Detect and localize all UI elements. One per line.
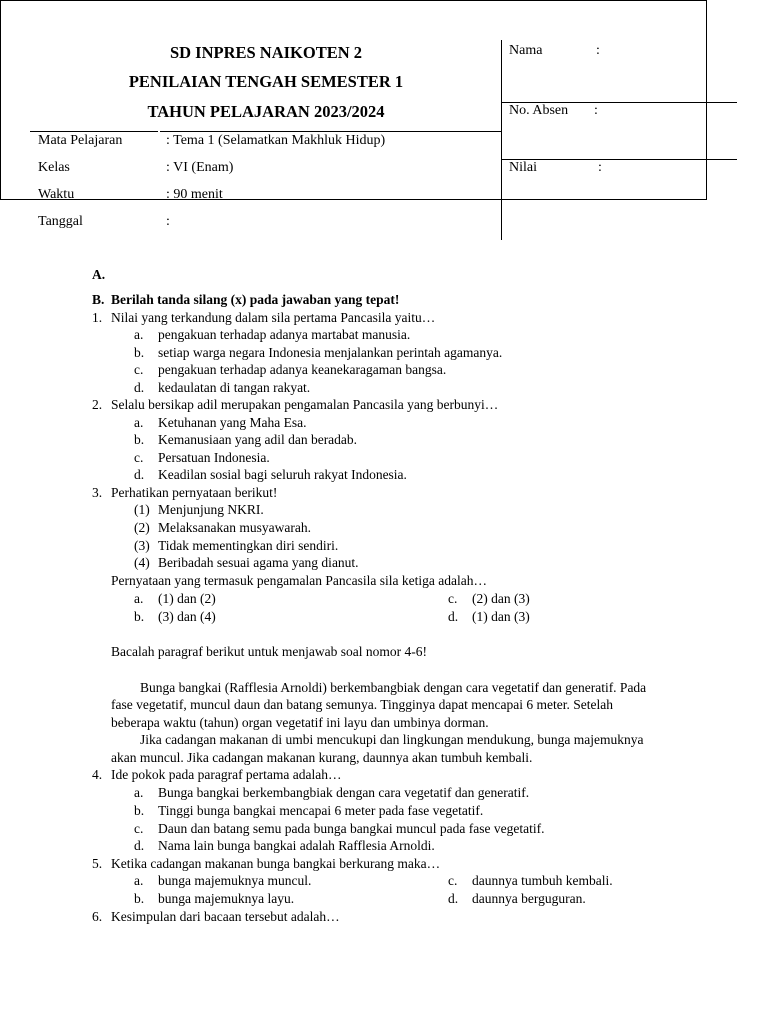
school-name: SD INPRES NAIKOTEN 2: [169, 43, 363, 62]
option-text: (1) dan (2): [158, 591, 216, 606]
statement-number: (1): [134, 502, 150, 517]
question-text: Selalu bersikap adil merupakan pengamalan Pancasila yang berbunyi…: [111, 397, 499, 412]
option-text: kedaulatan di tangan rakyat.: [158, 380, 311, 395]
field-label-subject: Mata Pelajaran: [38, 133, 123, 148]
option-text: daunnya tumbuh kembali.: [472, 873, 613, 888]
question-number: 4.: [92, 767, 103, 782]
option-letter: b.: [134, 345, 145, 360]
option-text: Persatuan Indonesia.: [158, 450, 270, 465]
question-number: 5.: [92, 856, 103, 871]
question-text: Ide pokok pada paragraf pertama adalah…: [111, 767, 342, 782]
option-letter: d.: [448, 609, 459, 624]
option-letter: c.: [134, 450, 144, 465]
field-label-class: Kelas: [38, 160, 70, 175]
option-text: pengakuan terhadap adanya keanekaragaman bangsa.: [158, 362, 447, 377]
statement-text: Beribadah sesuai agama yang dianut.: [158, 555, 359, 570]
option-letter: c.: [134, 362, 144, 377]
question-prompt: Pernyataan yang termasuk pengamalan Pancasila sila ketiga adalah…: [111, 573, 487, 588]
statement-text: Menjunjung NKRI.: [158, 502, 264, 517]
statement-text: Tidak mementingkan diri sendiri.: [158, 538, 339, 553]
field-colon-score: :: [598, 160, 602, 175]
option-text: Daun dan batang semu pada bunga bangkai muncul pada fase vegetatif.: [158, 821, 545, 836]
field-value-class: : VI (Enam): [166, 160, 234, 175]
paragraph-line: akan muncul. Jika cadangan makanan kurang, daunnya akan tumbuh kembali.: [111, 750, 533, 765]
reading-instruction: Bacalah paragraf berikut untuk menjawab soal nomor 4-6!: [111, 644, 428, 659]
option-letter: c.: [448, 873, 458, 888]
paragraph-line: Bunga bangkai (Rafflesia Arnoldi) berkembangbiak dengan cara vegetatif dan generatif. Pada: [140, 680, 647, 695]
option-letter: b.: [134, 891, 145, 906]
question-number: 3.: [92, 485, 103, 500]
question-number: 1.: [92, 310, 103, 325]
field-value-time: : 90 menit: [166, 187, 223, 202]
option-text: Ketuhanan yang Maha Esa.: [158, 415, 307, 430]
field-label-absen: No. Absen: [509, 103, 569, 118]
option-letter: a.: [134, 785, 144, 800]
header-divider-left-b: [160, 131, 502, 132]
paragraph-line: beberapa waktu (tahun) organ vegetatif ini layu dan umbinya dorman.: [111, 715, 489, 730]
option-letter: d.: [134, 838, 145, 853]
option-letter: c.: [134, 821, 144, 836]
option-letter: b.: [134, 803, 145, 818]
statement-number: (2): [134, 520, 150, 535]
option-letter: b.: [134, 432, 145, 447]
question-text: Ketika cadangan makanan bunga bangkai berkurang maka…: [111, 856, 441, 871]
paragraph-line: Jika cadangan makanan di umbi mencukupi dan lingkungan mendukung, bunga majemuknya: [140, 732, 644, 747]
option-text: Tinggi bunga bangkai mencapai 6 meter pada fase vegetatif.: [158, 803, 484, 818]
header-divider-left-a: [30, 131, 158, 132]
option-text: Kemanusiaan yang adil dan beradab.: [158, 432, 358, 447]
option-letter: b.: [134, 609, 145, 624]
field-colon-name: :: [596, 43, 600, 58]
option-letter: d.: [134, 467, 145, 482]
exam-title: PENILAIAN TENGAH SEMESTER 1: [128, 72, 404, 91]
option-text: daunnya berguguran.: [472, 891, 586, 906]
option-text: (3) dan (4): [158, 609, 216, 624]
option-letter: d.: [134, 380, 145, 395]
statement-number: (4): [134, 555, 150, 570]
field-label-name: Nama: [509, 43, 543, 58]
question-number: 6.: [92, 909, 103, 924]
academic-year: TAHUN PELAJARAN 2023/2024: [147, 102, 385, 121]
question-text: Nilai yang terkandung dalam sila pertama Pancasila yaitu…: [111, 310, 436, 325]
option-text: (2) dan (3): [472, 591, 530, 606]
statement-text: Melaksanakan musyawarah.: [158, 520, 311, 535]
field-label-time: Waktu: [38, 187, 75, 202]
option-text: Keadilan sosial bagi seluruh rakyat Indonesia.: [158, 467, 407, 482]
section-a-label: A.: [92, 267, 106, 282]
question-text: Kesimpulan dari bacaan tersebut adalah…: [111, 909, 340, 924]
paragraph-line: fase vegetatif, muncul daun dan batang semunya. Tingginya dapat mencapai 6 meter. Setelah: [111, 697, 613, 712]
question-text: Perhatikan pernyataan berikut!: [111, 485, 278, 500]
section-b-letter: B.: [92, 292, 105, 307]
option-letter: a.: [134, 415, 144, 430]
option-letter: a.: [134, 327, 144, 342]
field-label-date: Tanggal: [38, 214, 83, 229]
option-letter: d.: [448, 891, 459, 906]
option-text: bunga majemuknya layu.: [158, 891, 295, 906]
option-text: setiap warga negara Indonesia menjalankan perintah agamanya.: [158, 345, 503, 360]
field-value-date: :: [166, 214, 170, 229]
field-label-score: Nilai: [509, 160, 537, 175]
option-text: pengakuan terhadap adanya martabat manusia.: [158, 327, 411, 342]
header-divider-vertical: [501, 40, 502, 240]
option-letter: c.: [448, 591, 458, 606]
option-letter: a.: [134, 873, 144, 888]
option-letter: a.: [134, 591, 144, 606]
section-b-instruction: Berilah tanda silang (x) pada jawaban yang tepat!: [111, 292, 400, 307]
option-text: Nama lain bunga bangkai adalah Rafflesia Arnoldi.: [158, 838, 435, 853]
option-text: (1) dan (3): [472, 609, 530, 624]
option-text: bunga majemuknya muncul.: [158, 873, 312, 888]
field-value-subject: : Tema 1 (Selamatkan Makhluk Hidup): [166, 133, 386, 148]
field-colon-absen: :: [594, 103, 598, 118]
question-number: 2.: [92, 397, 103, 412]
statement-number: (3): [134, 538, 150, 553]
option-text: Bunga bangkai berkembangbiak dengan cara vegetatif dan generatif.: [158, 785, 530, 800]
